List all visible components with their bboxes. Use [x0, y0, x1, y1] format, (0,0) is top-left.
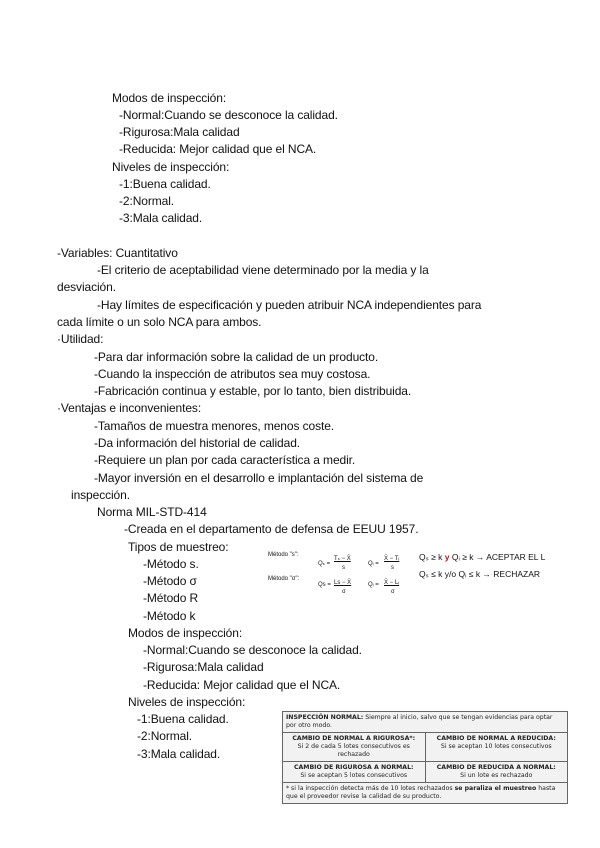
normal-title: INSPECCIÓN NORMAL: [286, 714, 364, 721]
formula-qi2-den: σ [391, 589, 395, 595]
heading-modos-inspeccion: Modos de inspección: [112, 91, 227, 105]
list-item: -Rigurosa:Mala calidad [143, 660, 264, 674]
list-item: -Rigurosa:Mala calidad [119, 125, 240, 139]
list-item: -3:Mala calidad. [137, 747, 221, 761]
list-item: -Método s. [143, 557, 199, 571]
n2red-text: Si se aceptan 10 lotes consecutivos [440, 743, 552, 750]
list-item: -2:Normal. [119, 194, 175, 208]
formula-qs-lhs: Qₛ = [318, 561, 331, 567]
list-item: -Creada en el departamento de defensa de EEUU 1957. [124, 522, 419, 536]
list-item: -3:Mala calidad. [119, 211, 203, 225]
n2r-text: Si 2 de cada 5 lotes consecutivos es rechazado [297, 743, 410, 758]
accept-condition [419, 552, 545, 562]
list-item: -Método R [143, 591, 199, 605]
list-item: -Da información del historial de calidad. [94, 436, 301, 450]
accept-condition-b: Qᵢ ≥ k → ACEPTAR EL L [451, 552, 546, 562]
list-item: -Normal:Cuando se desconoce la calidad. [119, 108, 338, 122]
n2r-title: CAMBIO DE NORMAL A RIGUROSA*: [292, 735, 416, 742]
formula-qi2-lhs: Qᵢ = [368, 582, 379, 588]
list-item: -Fabricación continua y estable, por lo tanto, bien distribuida. [94, 384, 412, 398]
r2n-text: Si se aceptan 5 lotes consecutivos [300, 772, 408, 779]
list-item: -1:Buena calidad. [119, 177, 211, 191]
list-item: -Normal:Cuando se desconoce la calidad. [143, 643, 362, 657]
footnote-b: se paraliza el muestreo [454, 785, 537, 792]
red2n-text: Si un lote es rechazado [460, 772, 533, 779]
accept-condition-y: y [444, 552, 450, 562]
heading-niveles-inspeccion-2: Niveles de inspección: [128, 695, 246, 709]
heading-norma: Norma MIL-STD-414 [97, 505, 207, 519]
formula-qs-den: s [342, 565, 345, 571]
formula-qi-den: s [391, 565, 394, 571]
list-item: -Mayor inversión en el desarrollo e implantación del sistema de [94, 471, 424, 485]
heading-niveles-inspeccion: Niveles de inspección: [112, 160, 230, 174]
heading-ventajas: ·Ventajas e inconvenientes: [57, 401, 202, 415]
list-item: -Método k [143, 609, 196, 623]
footnote-a: * si la inspección detecta más de 10 lotes rechazados [286, 785, 453, 792]
formula-qi-lhs: Qᵢ = [368, 561, 379, 567]
table-cell [425, 733, 568, 762]
footnote-c: hasta que el proveedor revise la calidad de su producto. [286, 785, 556, 800]
heading-modos-inspeccion-2: Modos de inspección: [128, 626, 243, 640]
table-row [283, 712, 568, 733]
list-item: -2:Normal. [137, 729, 193, 743]
table-row [283, 783, 568, 804]
list-item: -Reducida: Mejor calidad que el NCA. [143, 678, 341, 692]
list-item: -Reducida: Mejor calidad que el NCA. [119, 142, 317, 156]
list-item: -Requiere un plan por cada característica a medir. [94, 453, 356, 467]
formula-qi-num: X̄ − Tᵢ [384, 556, 400, 562]
table-cell [425, 762, 568, 783]
inspection-rules-table [282, 711, 568, 804]
table-cell [283, 762, 426, 783]
paragraph-line: inspección. [71, 488, 130, 502]
method-s-label: Método "s": [268, 552, 299, 558]
list-item: -Tamaños de muestra menores, menos coste. [94, 419, 335, 433]
paragraph-line: -El criterio de aceptabilidad viene determinado por la media y la [97, 263, 429, 277]
list-item: -Método σ [143, 574, 197, 588]
heading-utilidad: ·Utilidad: [57, 332, 104, 346]
reject-condition: Qₛ ≤ k y/o Qᵢ ≤ k → RECHAZAR [419, 569, 541, 579]
normal-text: Siempre al inicio, salvo que se tengan evidencias para optar por otro modo. [286, 714, 553, 729]
red2n-title: CAMBIO DE REDUCIDA A NORMAL: [436, 764, 556, 771]
formula-qs2-lhs: Qs = [318, 582, 331, 588]
heading-variables: -Variables: Cuantitativo [57, 246, 178, 260]
heading-tipos-muestreo: Tipos de muestreo: [128, 540, 229, 554]
formula-qs-num: Tₛ − X̄ [334, 556, 351, 562]
list-item: -Cuando la inspección de atributos sea muy costosa. [94, 367, 371, 381]
table-cell [283, 733, 426, 762]
paragraph-line: -Hay límites de especificación y pueden atribuir NCA independientes para [97, 298, 482, 312]
paragraph-line: desviación. [57, 280, 116, 294]
list-item: -1:Buena calidad. [137, 712, 229, 726]
paragraph-line: cada límite o un solo NCA para ambos. [57, 315, 262, 329]
formula-qi2-num: X̄ − Lᵢ [384, 580, 400, 586]
list-item: -Para dar información sobre la calidad de un producto. [94, 350, 379, 364]
accept-condition-a: Qₛ ≥ k [419, 552, 443, 562]
r2n-title: CAMBIO DE RIGUROSA A NORMAL: [293, 764, 414, 771]
formula-qs2-den: σ [342, 589, 346, 595]
formula-qs2-num: Ls − X̄ [334, 580, 352, 586]
n2red-title: CAMBIO DE NORMAL A REDUCIDA: [436, 735, 556, 742]
method-sigma-label: Método "σ": [268, 576, 300, 582]
